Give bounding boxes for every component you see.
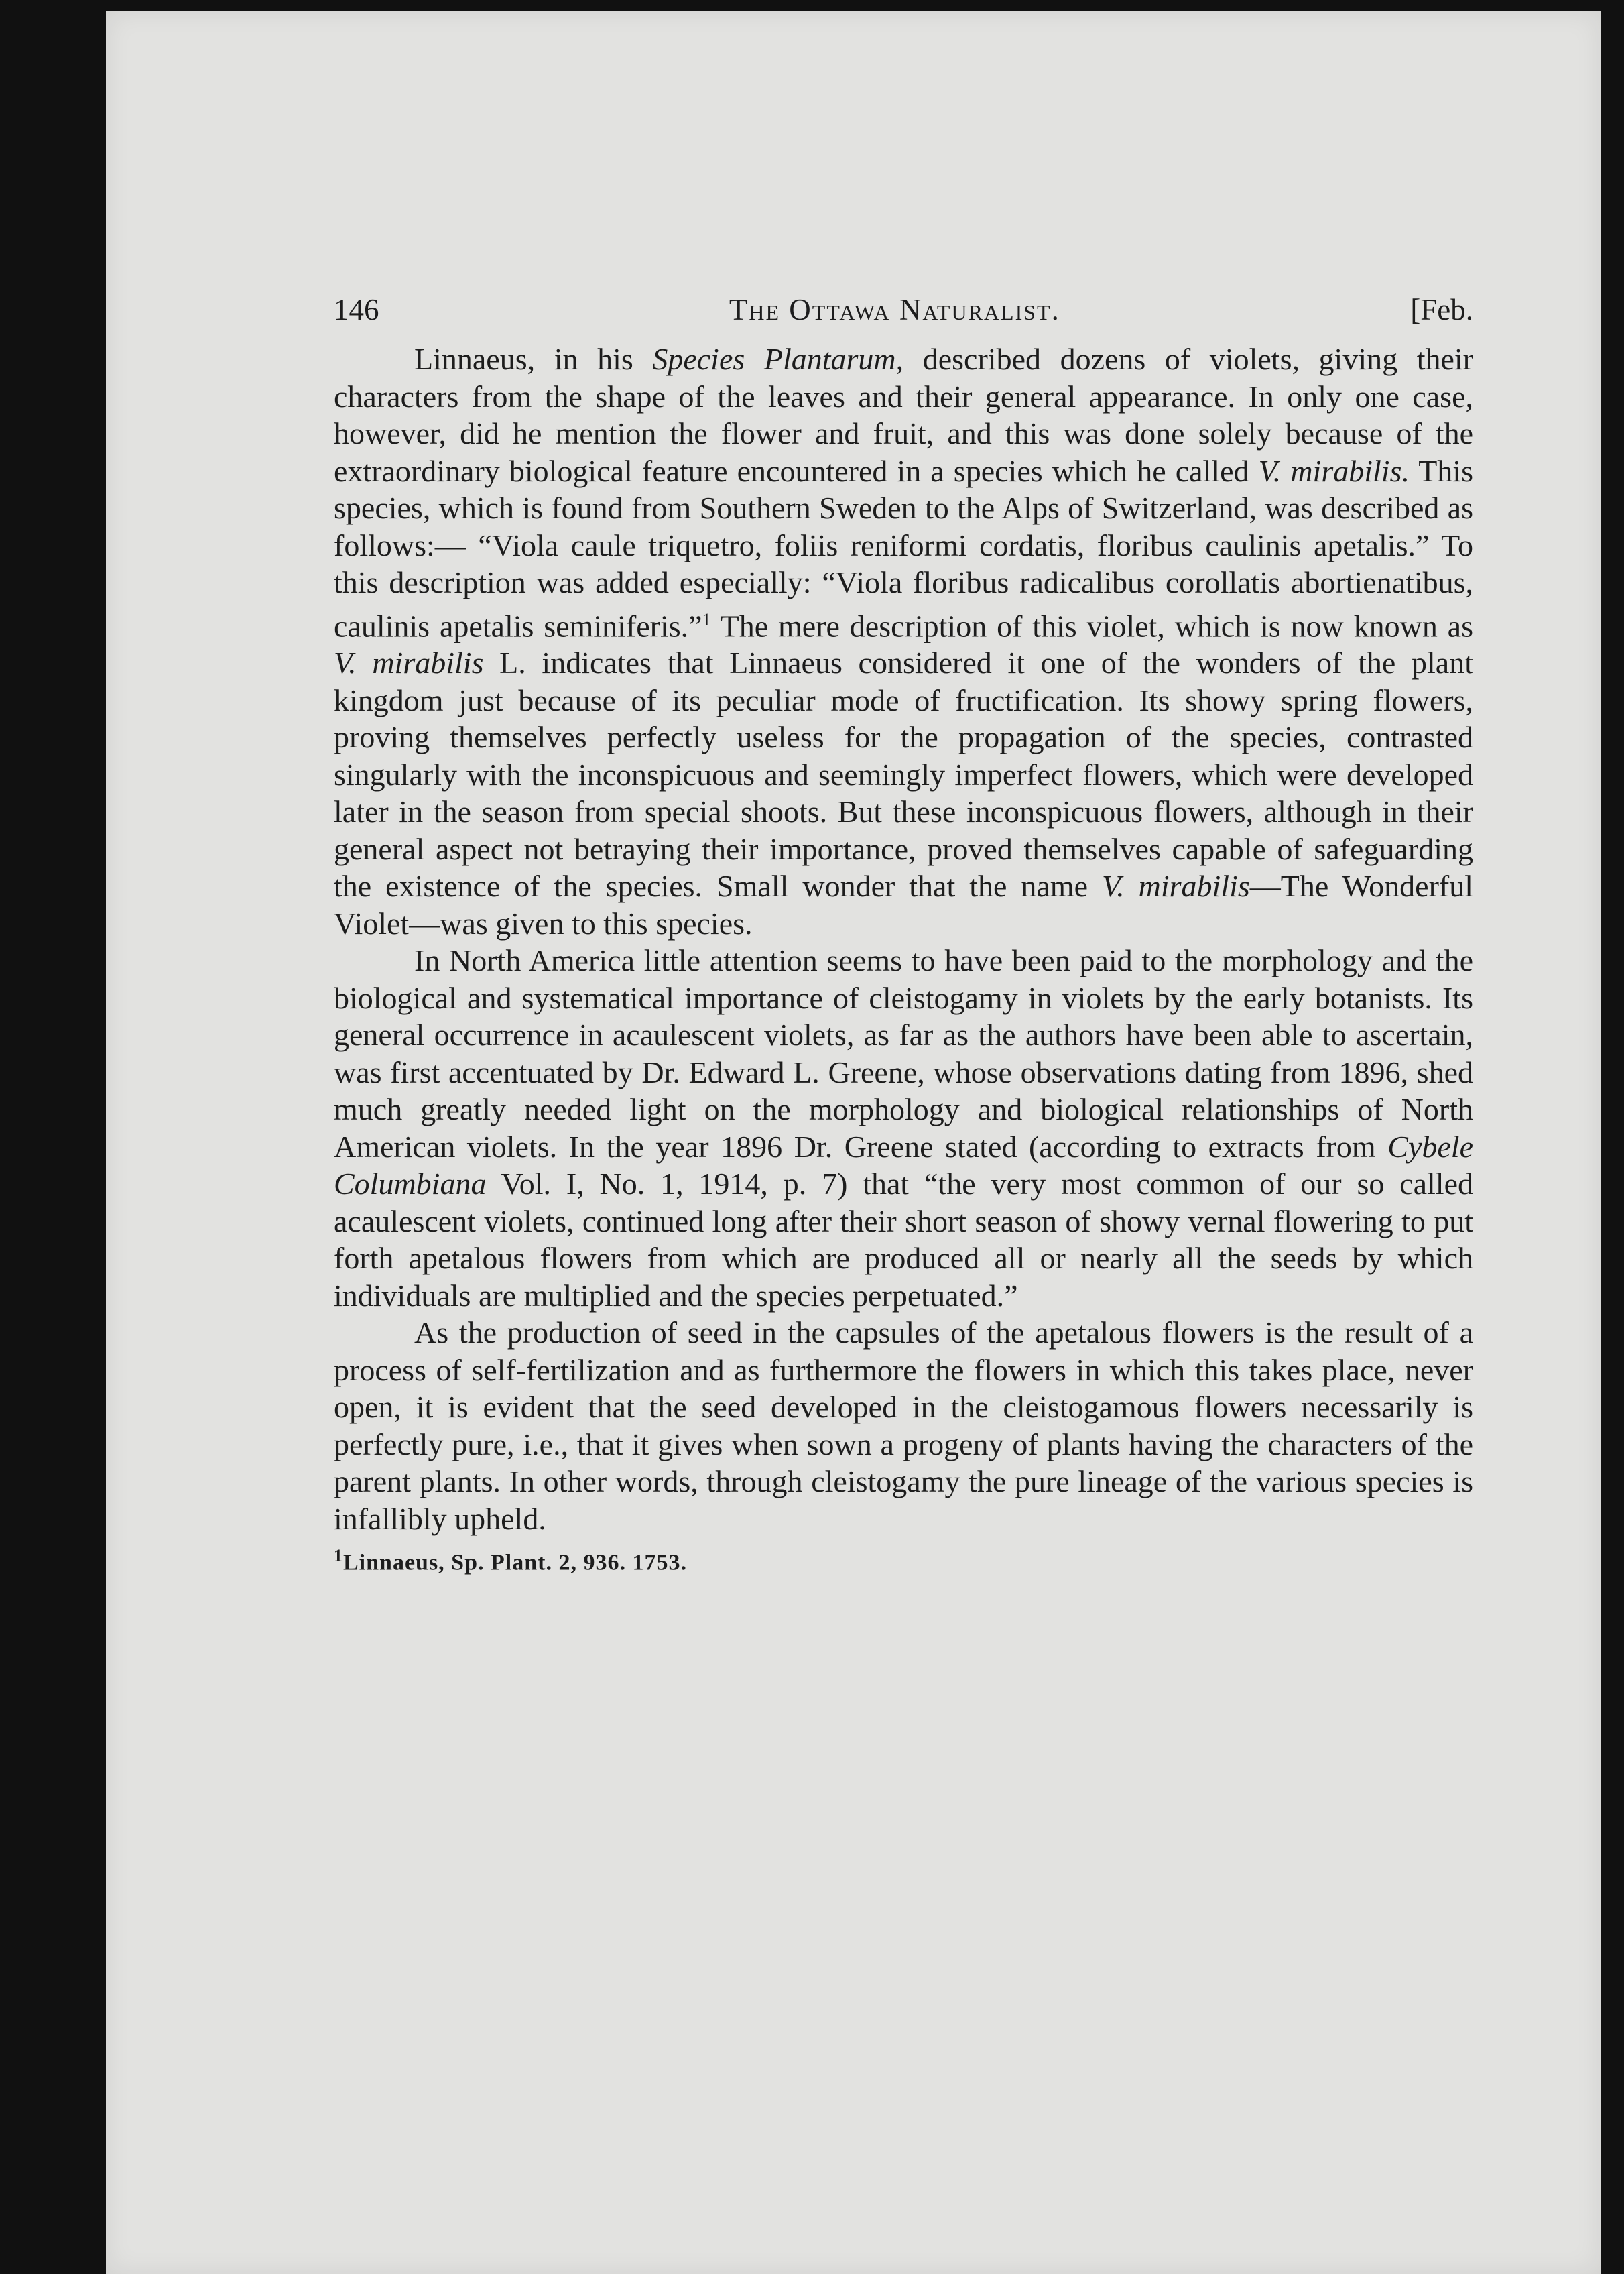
text-run: described dozens of violets, giving their characters from the shape of the leaves and their general appearance. In only one case, however, did he mention the flower and fruit, and this was done solely because of the extraordinary biological feature encountered in a species which he called — [334, 342, 1474, 488]
text-run: This species, which is found from Southern Sweden to the Alps of Switzerland, was described as follows:— “Viola caule triquetro, foliis reniformi cordatis, floribus caulinis apetalis.” To this description was added especially: “Viola floribus radicalibus corollatis abortienatibus, caulinis apetalis seminiferis.” — [334, 453, 1473, 643]
footnote-reference: 1 — [702, 609, 711, 630]
italic-text: Species Plantarum, — [652, 342, 904, 376]
italic-text: Cybele Columbiana — [334, 1129, 1473, 1201]
italic-text: V. mirabilis — [334, 646, 484, 680]
text-run: —The Wonderful Violet—was given to this species. — [334, 869, 1474, 941]
footnote — [334, 1541, 1473, 1577]
text-block — [334, 292, 1473, 1578]
page — [106, 11, 1601, 2274]
body-text — [334, 341, 1473, 1537]
paragraph — [334, 341, 1473, 942]
page-number: 146 — [334, 293, 379, 326]
issue-month: [Feb. — [1410, 293, 1473, 326]
italic-text: V. mirabilis. — [1258, 453, 1410, 488]
running-header — [334, 292, 1473, 333]
paragraph — [334, 1314, 1473, 1537]
text-run: Vol. I, No. 1, 1914, p. 7) that “the very most common of our so called acaulescent violets, continued long after their short season of showy vernal flowering to put forth apetalous flowers from which are produced all or nearly all the seeds by which individuals are multiplied and the species perpetuated.” — [334, 1166, 1473, 1313]
footnote-text: Linnaeus, Sp. Plant. 2, 936. 1753. — [343, 1550, 687, 1575]
footnote-marker: 1 — [334, 1546, 343, 1566]
text-run: The mere description of this violet, which is now known as — [710, 608, 1473, 643]
paragraph — [334, 942, 1473, 1314]
text-run: In North America little attention seems to have been paid to the morphology and the biological and systematical importance of cleistogamy in violets by the early botanists. Its general occurrence in acaulescent violets, as far as the authors have been able to ascertain, was first accentuated by Dr. Edward L. Greene, whose observations dating from 1896, shed much greatly needed light on the morphology and biological relationships of North American violets. In the year 1896 Dr. Greene stated (according to extracts from — [334, 943, 1473, 1164]
text-run: As the production of seed in the capsules of the apetalous flowers is the result of a process of self-fertilization and as furthermore the flowers in which this takes place, never open, it is evident that the seed developed in the cleistogamous flowers necessarily is perfectly pure, i.e., that it gives when sown a progeny of plants having the characters of the parent plants. In other words, through cleistogamy the pure lineage of the various species is infallibly upheld. — [334, 1315, 1473, 1536]
text-run: L. indicates that Linnaeus considered it one of the wonders of the plant kingdom just because of its peculiar mode of fructification. Its showy spring flowers, proving themselves perfectly useless for the propagation of the species, contrasted singularly with the inconspicuous and seemingly imperfect flowers, which were developed later in the season from special shoots. But these inconspicuous flowers, although in their general aspect not betraying their importance, proved themselves capable of safeguarding the existence of the species. Small wonder that the name — [334, 646, 1473, 904]
text-run: Linnaeus, in his — [414, 342, 653, 376]
journal-title: The Ottawa Naturalist. — [729, 293, 1060, 326]
italic-text: V. mirabilis — [1101, 869, 1250, 904]
